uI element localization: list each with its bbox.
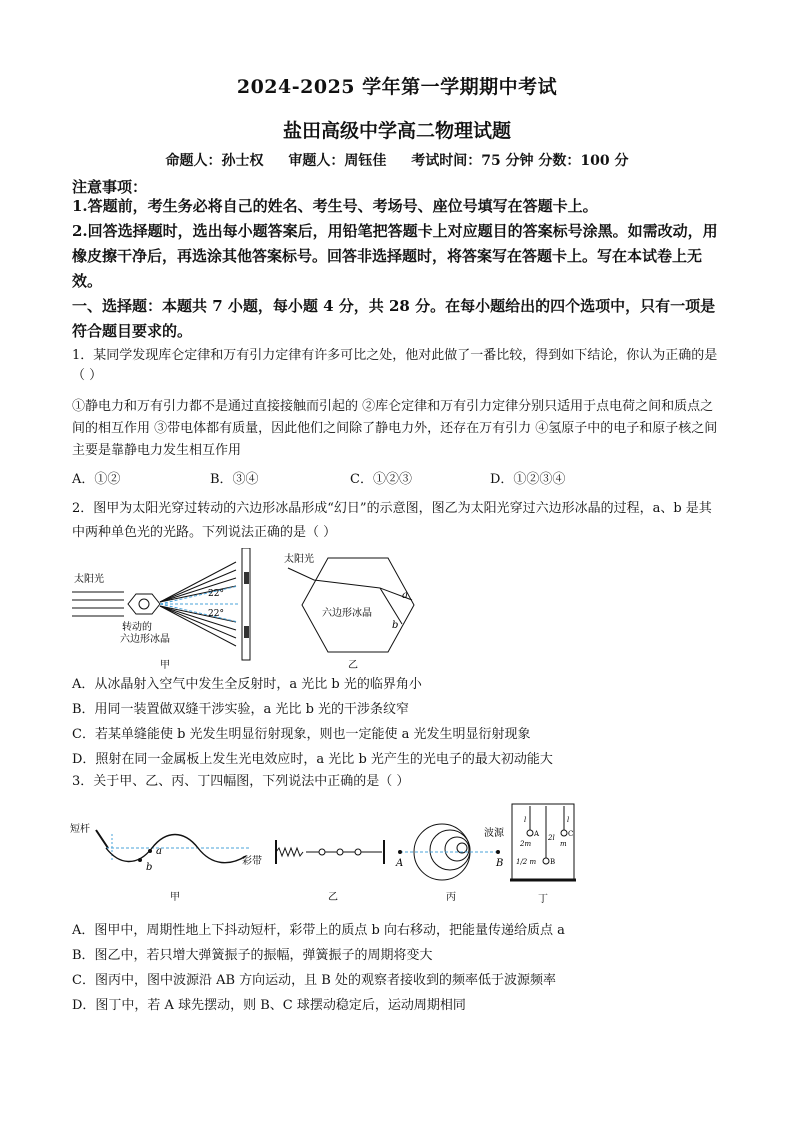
q1-statements: ①静电力和万有引力都不是通过直接接触而引起的 ②库仑定律和万有引力定律分别只适用于点电荷之间和质点之间的相互作用 ③带电体都有质量，因此他们之间除了静电力外，还存在万有引力 ④氢原子中的电子和原子核之间主要是靠静电力发生相互作用 [72,399,718,458]
q3-option-a: A．图甲中，周期性地上下抖动短杆，彩带上的质点 b 向右移动，把能量传递给质点 a [72,923,565,938]
jia-upper-line [160,586,238,604]
yi-label-a: a [402,590,408,601]
q3-figure-jia [70,804,270,906]
q3-jia-label-a: a [156,846,162,857]
q3-yi-ball-3 [355,849,361,855]
jia-rotation-icon [139,599,149,609]
q3-bing-wavefront-2 [430,830,470,870]
q3-bing-source-label: 波源 [484,828,504,839]
yi-incident-ray [288,568,380,588]
q3-bing-caption: 丙 [446,892,456,903]
q1-option-d: D．①②③④ [490,472,566,487]
q1-option-b: B．③④ [210,472,259,487]
jia-caption: 甲 [160,660,170,670]
q3-option-d: D．图丁中，若 A 球先摆动，则 B、C 球摆动稳定后，运动周期相同 [72,998,466,1013]
q1-option-c: C．①②③ [350,472,412,487]
q3-stem: 3．关于甲、乙、丙、丁四幅图，下列说法中正确的是（ ） [72,774,410,789]
jia-lower-line [160,604,238,622]
exam-meta [0,150,794,170]
q3-jia-rod [96,830,108,848]
q2-option-a: A．从冰晶射入空气中发生全反射时，a 光比 b 光的临界角小 [72,677,422,692]
q2-option-b: B．用同一装置做双缝干涉实验，a 光比 b 光的干涉条纹窄 [72,702,410,717]
q3-bing-label-b: B [496,858,504,869]
q3-ding-ball-c [561,830,567,836]
q3-ding-ball-a [527,830,533,836]
q3-yi-ball-1 [319,849,325,855]
jia-sun-rays [72,592,124,616]
yi-label-b: b [392,620,399,631]
notice-item-2: 2.回答选择题时，选出每小题答案后，用铅笔把答题卡上对应题目的答案标号涂黑。如需改动，用橡皮擦干净后，再选涂其他答案标号。回答非选择题时，将答案写在答题卡上。写在本试卷上无效。 [72,222,718,290]
q3-option-c: C．图丙中，图中波源沿 AB 方向运动，且 B 处的观察者接收到的频率低于波源频率 [72,973,556,988]
jia-angle-top: 22° [208,589,224,599]
jia-hexagon [128,594,160,614]
q3-ding-label-l1: l [524,816,527,824]
q1-options [72,470,722,490]
q3-jia-point-a [148,849,152,853]
q3-figure-bing [394,806,510,906]
jia-screen [242,548,250,660]
q3-jia-ribbon-label: 彩带 [242,856,262,867]
author: 命题人：孙士权 [165,153,264,169]
exam-subtitle: 盐田高级中学高二物理试题 [282,120,511,142]
q2-figure-jia [68,548,268,670]
q2-options [72,672,722,772]
yi-ray-b [380,588,402,624]
q3-bing-point-a [398,850,402,854]
q3-yi-caption: 乙 [328,892,338,903]
q2-option-d: D．照射在同一金属板上发生光电效应时，a 光比 b 光产生的光电子的最大初动能大 [72,752,553,767]
q3-jia-caption: 甲 [170,892,180,903]
q3-ding-ball-b [543,858,549,864]
yi-caption: 乙 [348,660,358,670]
q3-ding-label-c: C [568,830,574,838]
q3-ding-label-2m: 2m [520,840,532,848]
q3-option-b: B．图乙中，若只增大弹簧振子的振幅，弹簧振子的周期将变大 [72,948,433,963]
q3-options [72,918,722,1018]
q3-jia-label-b: b [146,862,153,873]
q3-yi-spring [276,848,303,856]
yi-crystal-label: 六边形冰晶 [322,608,372,619]
q3-ding-label-half-m: 1/2 m [516,858,537,866]
q3-jia-point-b [138,858,142,862]
q3-ding-caption: 丁 [538,894,548,905]
q3-ding-label-l2: l [567,816,570,824]
q3-ding-label-2l: 2l [548,834,555,842]
jia-sundog-top [244,572,249,584]
notice-item-1: 1.答题前，考生务必将自己的姓名、考生号、考场号、座位号填写在答题卡上。 [72,197,598,215]
jia-sundog-bottom [244,626,249,638]
q3-ding-label-b: B [550,858,556,866]
q3-yi-ball-2 [337,849,343,855]
reviewer: 审题人：周钰佳 [288,153,387,169]
jia-crystal-label-1: 转动的 [122,622,152,633]
q3-jia-rod-label: 短杆 [70,824,90,835]
q1-stem: 1．某同学发现库仑定律和万有引力定律有许多可比之处，他对此做了一番比较，得到如下结论，你认为正确的是（ ） [72,348,718,383]
q2-figure-yi [284,550,420,670]
yi-sunlight-label: 太阳光 [284,554,314,565]
q3-bing-point-b [496,850,500,854]
q3-figure-ding [508,800,580,906]
jia-angle-bottom: 22° [208,609,224,619]
yi-hexagon [302,558,414,652]
jia-crystal-label-2: 六边形冰晶 [120,634,170,645]
q1-option-a: A．①② [72,472,121,487]
q3-jia-wave [106,835,246,863]
q3-ding-label-m: m [560,840,567,848]
section-1-heading: 一、选择题：本题共 7 小题，每小题 4 分，共 28 分。在每小题给出的四个选项中，只有一项是符合题目要求的。 [72,297,716,340]
q3-figure-yi [272,830,396,906]
notice-heading: 注意事项： [72,178,148,196]
jia-sunlight-label: 太阳光 [74,574,104,585]
time-score: 考试时间：75 分钟 分数：100 分 [411,153,629,169]
q2-stem: 2．图甲为太阳光穿过转动的六边形冰晶形成“幻日”的示意图，图乙为太阳光穿过六边形冰晶的过程，a、b 是其中两种单色光的光路。下列说法正确的是（ ） [72,501,712,540]
exam-title: 2024-2025 学年第一学期期中考试 [236,76,558,98]
q2-option-c: C．若某单缝能使 b 光发生明显衍射现象，则也一定能使 a 光发生明显衍射现象 [72,727,531,742]
q3-bing-label-a: A [396,858,404,869]
q3-ding-label-a: A [534,830,540,838]
